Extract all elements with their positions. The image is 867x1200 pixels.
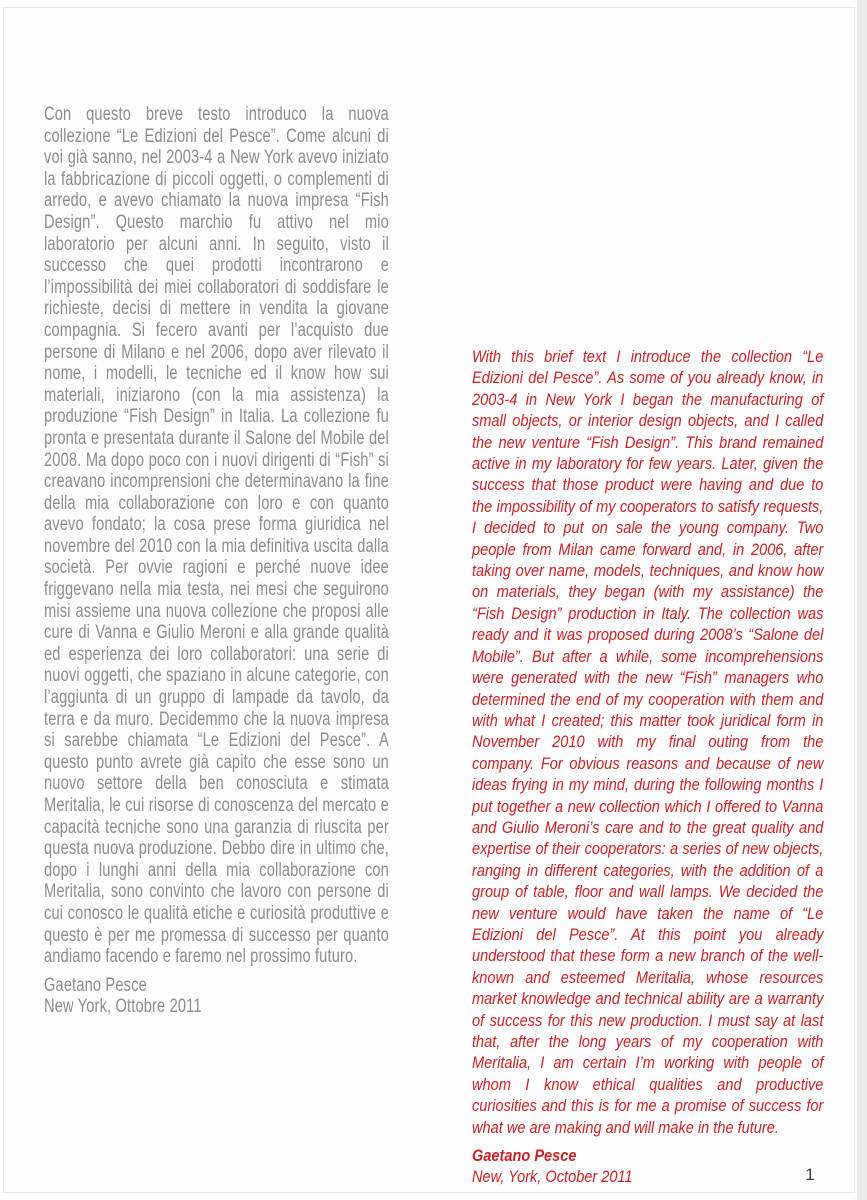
scan-edge xyxy=(857,0,867,1200)
italian-column xyxy=(44,104,389,1018)
document-page xyxy=(3,7,855,1193)
italian-signature-date: New York, Ottobre 2011 xyxy=(44,996,202,1018)
italian-paragraph: Con questo breve testo introduco la nuova collezione “Le Edizioni del Pesce”. Come alcuni di voi già sanno, nel 2003-4 a New York avevo iniziato la fabbricazione di piccoli oggetti, o complementi di arredo, e avevo chiamato la nuova impresa “Fish Design”. Questo marchio fu attivo nel mio laboratorio per alcuni anni. In seguito, visto il successo che quei prodotti incontrarono e l’impossibilità dei miei collaboratori di soddisfare le richieste, decisi di mettere in vendita la giovane compagnia. Si fecero avanti per l’acquisto due persone di Milano e nel 2006, dopo aver rilevato il nome, i modelli, le tecniche ed il know how sui materiali, iniziarono (con la mia assistenza) la produzione “Fish Design” in Italia. La collezione fu pronta e presentata durante il Salone del Mobile del 2008. Ma dopo poco con i nuovi dirigenti di “Fish” si creavano incomprensioni che determinavano la fine della mia collaborazione con loro e con quanto avevo fondato; la cosa prese forma giuridica nel novembre del 2010 con la mia definitiva uscita dalla società. Per ovvie ragioni e perché nuove idee friggevano nella mia testa, nei mesi che seguirono misi assieme una nuova collezione che proposi alle cure di Vanna e Giulio Meroni e alla grande qualità ed esperienza dei loro collaboratori: una serie di nuovi oggetti, che spaziano in alcune categorie, con l’aggiunta di un gruppo di lampade da tavolo, da terra e da muro. Decidemmo che la nuova impresa si sarebbe chiamata “Le Edizioni del Pesce”. A questo punto avrete già capito che esse sono un nuovo settore della ben conosciuta e stimata Meritalia, le cui risorse di conoscenza del mercato e capacità tecniche sono una garanzia di riuscita per questa nuova produzione. Debbo dire in ultimo che, dopo i lunghi anni della mia collaborazione con Meritalia, sono convinto che lavoro con persone di cui conosco le qualità etiche e curiosità produttive e questo è per me promessa di successo per quanto andiamo facendo e faremo nel prossimo futuro. xyxy=(44,104,389,968)
english-signature xyxy=(472,1145,823,1188)
page-number: 1 xyxy=(805,1165,815,1184)
english-signature-date: New, York, October 2011 xyxy=(472,1167,633,1187)
italian-signature-name: Gaetano Pesce xyxy=(44,974,147,996)
english-column xyxy=(472,346,823,1188)
english-signature-name: Gaetano Pesce xyxy=(472,1146,577,1166)
italian-signature xyxy=(44,975,389,1018)
english-paragraph: With this brief text I introduce the collection “Le Edizioni del Pesce”. As some of you already know, in 2003-4 in New York I began the manufacturing of small objects, or interior design objects, and I called the new venture “Fish Design”. This brand remained active in my laboratory for few years. Later, given the success that those product were having and due to the impossibility of my cooperators to satisfy requests, I decided to put on sale the young company. Two people from Milan came forward and, in 2006, after taking over name, models, techniques, and know how on materials, they began (with my assistance) the “Fish Design” production in Italy. The collection was ready and it was proposed during 2008’s “Salone del Mobile”. But after a while, some incomprehensions were generated with the new “Fish” managers who determined the end of my cooperation with them and with what I created; this matter took juridical form in November 2010 with my final outing from the company. For obvious reasons and because of new ideas frying in my mind, during the following months I put together a new collection which I offered to Vanna and Giulio Meroni’s care and to the great quality and expertise of their cooperators: a series of new objects, ranging in different categories, with the addition of a group of table, floor and wall lamps. We decided the new venture would have taken the name of “Le Edizioni del Pesce”. At this point you already understood that these form a new branch of the well-known and esteemed Meritalia, whose resources market knowledge and technical ability are a warranty of success for this new production. I must say at last that, after the long years of my cooperation with Meritalia, I am certain I’m working with people of whom I know ethical qualities and productive curiosities and this is for me a promise of success for what we are making and will make in the future. xyxy=(472,347,824,1137)
